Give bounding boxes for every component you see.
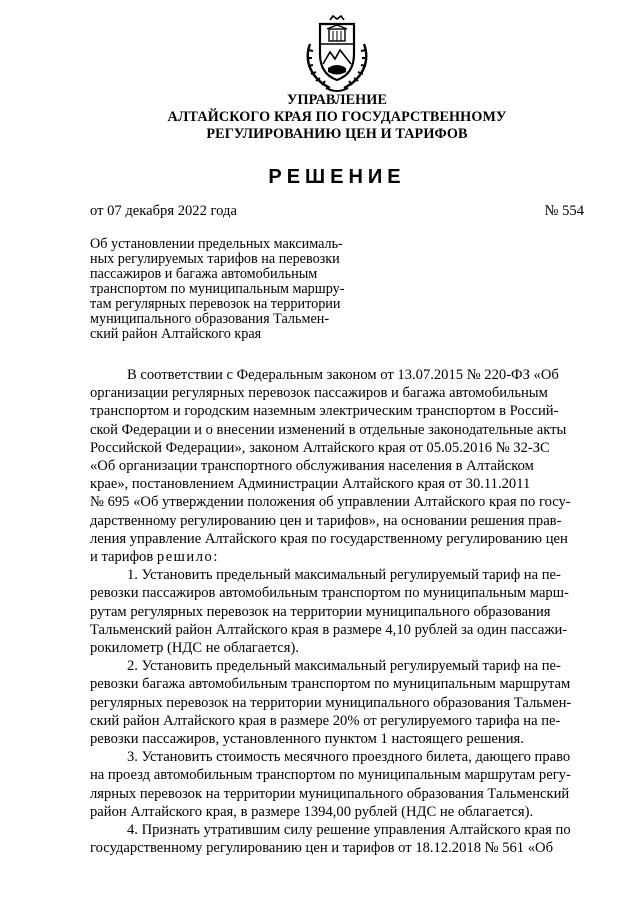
body-line: район Алтайского края, в размере 1394,00 рублей (НДС не облагается).	[90, 803, 534, 820]
body-line: Тальменский район Алтайского края в размере 4,10 рублей за один пассажи-	[90, 621, 568, 638]
organization-title	[90, 92, 584, 143]
document-subject	[90, 237, 370, 342]
body-line: государственному регулированию цен и тарифов от 18.12.2018 № 561 «Об	[90, 840, 554, 857]
body-line: ский район Алтайского края в размере 20% от регулируемого тарифа на пе-	[90, 712, 561, 729]
document-body	[90, 366, 584, 857]
body-line: крае», постановлением Администрации Алтайского края от 30.11.2011	[90, 476, 531, 493]
body-line	[90, 548, 584, 566]
body-line: регулярных перевозок на территории муниципального образования Тальмен-	[90, 694, 572, 711]
item-4-line: 4. Признать утратившим силу решение управления Алтайского края по	[127, 822, 571, 839]
subject-line: Об установлении предельных максималь-	[90, 236, 343, 252]
body-line: «Об организации транспортного обслуживания населения в Алтайском	[90, 458, 534, 475]
body-line: рокилометр (НДС не облагается).	[90, 640, 299, 657]
body-line: ревозки пассажиров, установленного пунктом 1 настоящего решения.	[90, 731, 524, 748]
document-type-heading: РЕШЕНИЕ	[268, 166, 406, 188]
body-line: ревозки пассажиров автомобильным транспортом по муниципальным марш-	[90, 585, 569, 602]
date-number-line	[90, 203, 584, 220]
subject-line: транспортом по муниципальным маршру-	[90, 281, 345, 297]
colon: :	[213, 549, 218, 566]
body-line: рутам регулярных перевозок на территории муниципального образования	[90, 603, 551, 620]
item-2-line: 2. Установить предельный максимальный регулируемый тариф на пе-	[127, 658, 561, 675]
body-line: ской Федерации и о внесении изменений в отдельные законодательные акты	[90, 421, 567, 438]
item-3-line: 3. Установить стоимость месячного проездного билета, дающего право	[127, 749, 571, 766]
body-line-text: и тарифов	[90, 549, 154, 566]
subject-line: там регулярных перевозок на территории	[90, 296, 341, 312]
body-line: Российской Федерации», законом Алтайского края от 05.05.2016 № 32-ЗС	[90, 439, 550, 456]
body-line: на проезд автомобильным транспортом по муниципальным маршрутам регу-	[90, 767, 571, 784]
altai-krai-coat-of-arms-icon	[300, 14, 374, 94]
document-date: от 07 декабря 2022 года	[90, 203, 237, 219]
item-1-line: 1. Установить предельный максимальный регулируемый тариф на пе-	[127, 567, 561, 584]
org-line: АЛТАЙСКОГО КРАЯ ПО ГОСУДАРСТВЕННОМУ	[167, 109, 507, 125]
body-line: ления управление Алтайского края по государственному регулированию цен	[90, 530, 568, 547]
body-line: В соответствии с Федеральным законом от 13.07.2015 № 220-ФЗ «Об	[127, 367, 559, 383]
decision-word: решило	[156, 549, 214, 566]
org-line: РЕГУЛИРОВАНИЮ ЦЕН И ТАРИФОВ	[206, 126, 468, 142]
subject-line: ных регулируемых тарифов на перевозки	[90, 251, 340, 267]
subject-line: ский район Алтайского края	[90, 326, 262, 342]
subject-line: муниципального образования Тальмен-	[90, 311, 330, 327]
body-line: лярных перевозок на территории муниципального образования Тальменский	[90, 785, 570, 802]
document-number: № 554	[544, 203, 584, 219]
org-line: УПРАВЛЕНИЕ	[286, 92, 388, 108]
body-line: № 695 «Об утверждении положения об управлении Алтайского края по госу-	[90, 494, 571, 511]
subject-line: пассажиров и багажа автомобильным	[90, 266, 318, 282]
body-line: организации регулярных перевозок пассажиров и багажа автомобильным	[90, 385, 548, 402]
body-line: ревозки багажа автомобильным транспортом по муниципальным маршрутам	[90, 676, 571, 693]
body-line: дарственному регулированию цен и тарифов», на основании решения прав-	[90, 512, 562, 529]
body-line: транспортом и городским наземным электрическим транспортом в Россий-	[90, 403, 559, 420]
